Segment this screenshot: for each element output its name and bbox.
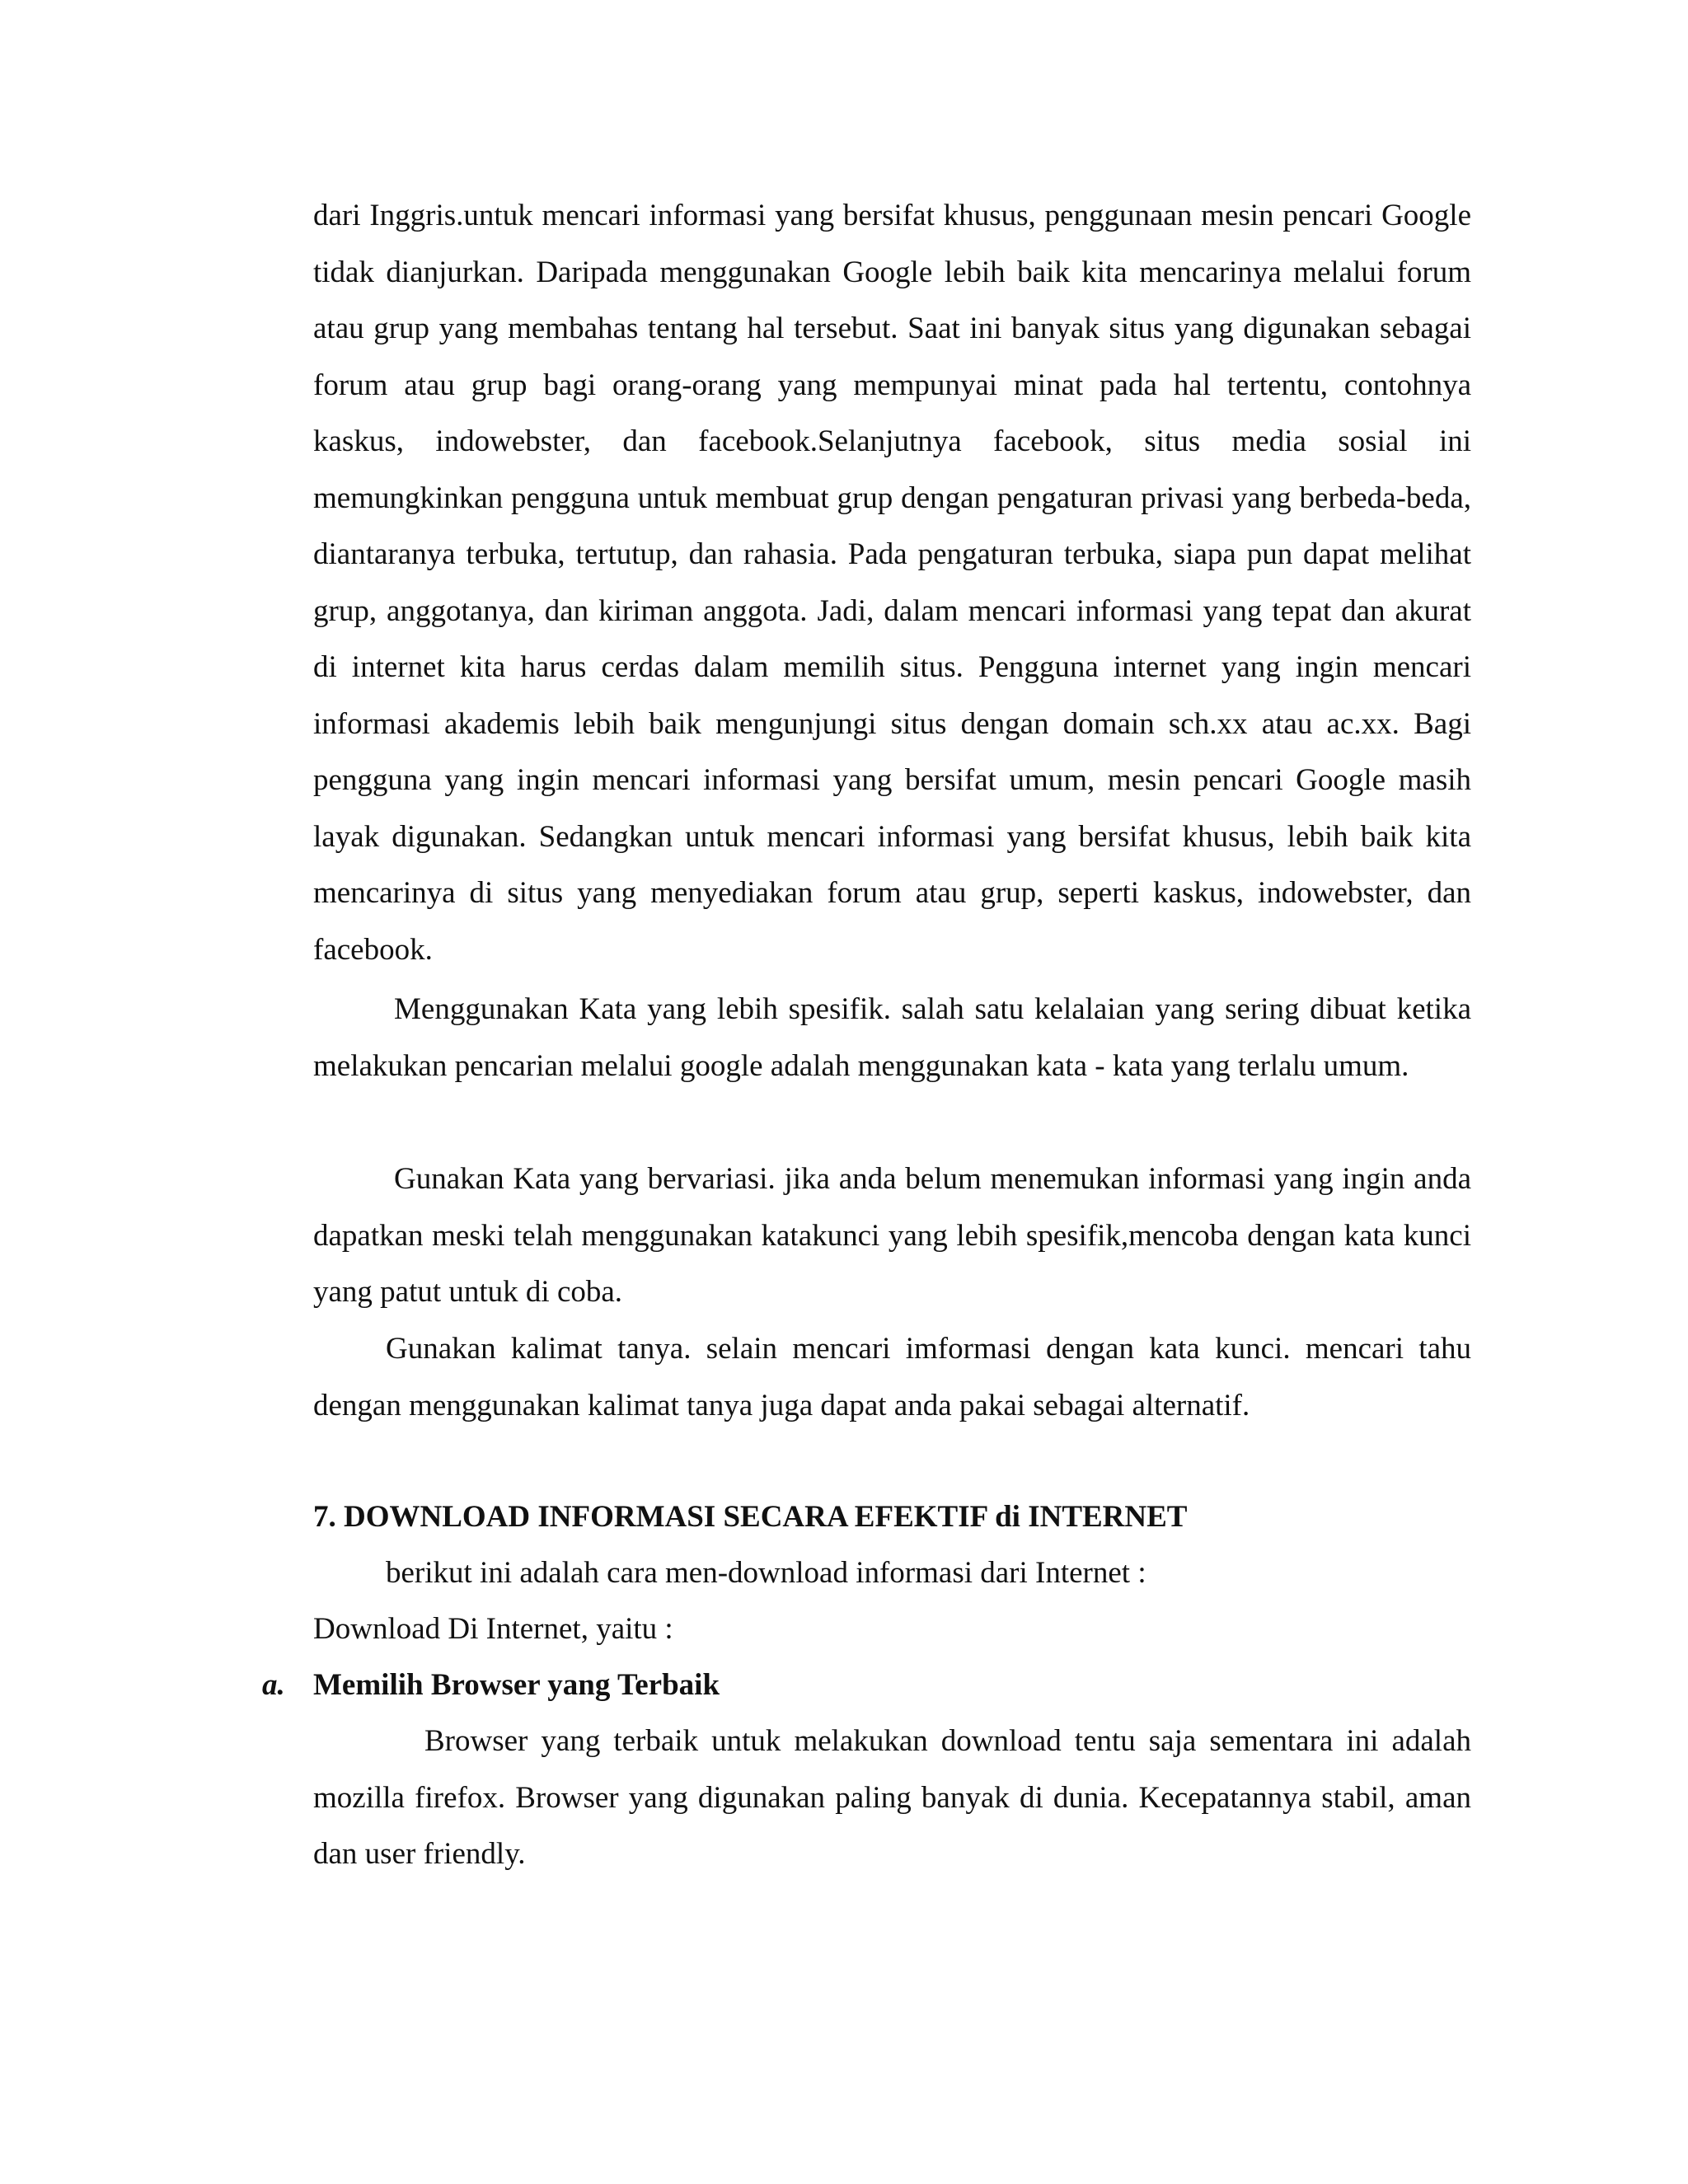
paragraph-varied-keywords: Gunakan Kata yang bervariasi. jika anda belum menemukan informasi yang ingin anda dapatkan meski telah menggunakan katakunci yang lebih spesifik,mencoba dengan kata kunci yang patut untuk di coba. — [313, 1162, 1471, 1309]
subsection-item — [262, 1657, 1471, 1714]
paragraph-search-forums: dari Inggris.untuk mencari informasi yang bersifat khusus, penggunaan mesin pencari Google tidak dianjurkan. Daripada menggunakan Google lebih baik kita mencarinya melalui forum atau grup yang membahas tentang hal tersebut. Saat ini banyak situs yang digunakan sebagai forum atau grup bagi orang-orang yang mempunyai minat pada hal tertentu, contohnya kaskus, indowebster, dan facebook.Selanjutnya facebook, situs media sosial ini memungkinkan pengguna untuk membuat grup dengan pengaturan privasi yang berbeda-beda, diantaranya terbuka, tertutup, dan rahasia. Pada pengaturan terbuka, siapa pun dapat melihat grup, anggotanya, dan kiriman anggota. Jadi, dalam mencari informasi yang tepat dan akurat di internet kita harus cerdas dalam memilih situs. Pengguna internet yang ingin mencari informasi akademis lebih baik mengunjungi situs dengan domain sch.xx atau ac.xx. Bagi pengguna yang ingin mencari informasi yang bersifat umum, mesin pencari Google masih layak digunakan. Sedangkan untuk mencari informasi yang bersifat khusus, lebih baik kita mencarinya di situs yang menyediakan forum atau grup, seperti kaskus, indowebster, dan facebook. — [313, 199, 1471, 967]
paragraph-question-sentences: Gunakan kalimat tanya. selain mencari imformasi dengan kata kunci. mencari tahu dengan menggunakan kalimat tanya juga dapat anda pakai sebagai alternatif. — [313, 1332, 1471, 1422]
paragraph-specific-keywords: Menggunakan Kata yang lebih spesifik. salah satu kelalaian yang sering dibuat ketika melakukan pencarian melalui google adalah menggunakan kata - kata yang terlalu umum. — [313, 992, 1471, 1083]
section-intro: berikut ini adalah cara men-download informasi dari Internet : — [386, 1556, 1146, 1590]
section-heading: 7. DOWNLOAD INFORMASI SECARA EFEKTIF di INTERNET — [313, 1500, 1188, 1534]
paragraph-best-browser: Browser yang terbaik untuk melakukan download tentu saja sementara ini adalah mozilla firefox. Browser yang digunakan paling banyak di dunia. Kecepatannya stabil, aman dan user friendly. — [313, 1724, 1471, 1871]
subsection-marker: a. — [262, 1668, 285, 1702]
subsection-title: Memilih Browser yang Terbaik — [313, 1668, 720, 1702]
download-label: Download Di Internet, yaitu : — [313, 1612, 673, 1646]
